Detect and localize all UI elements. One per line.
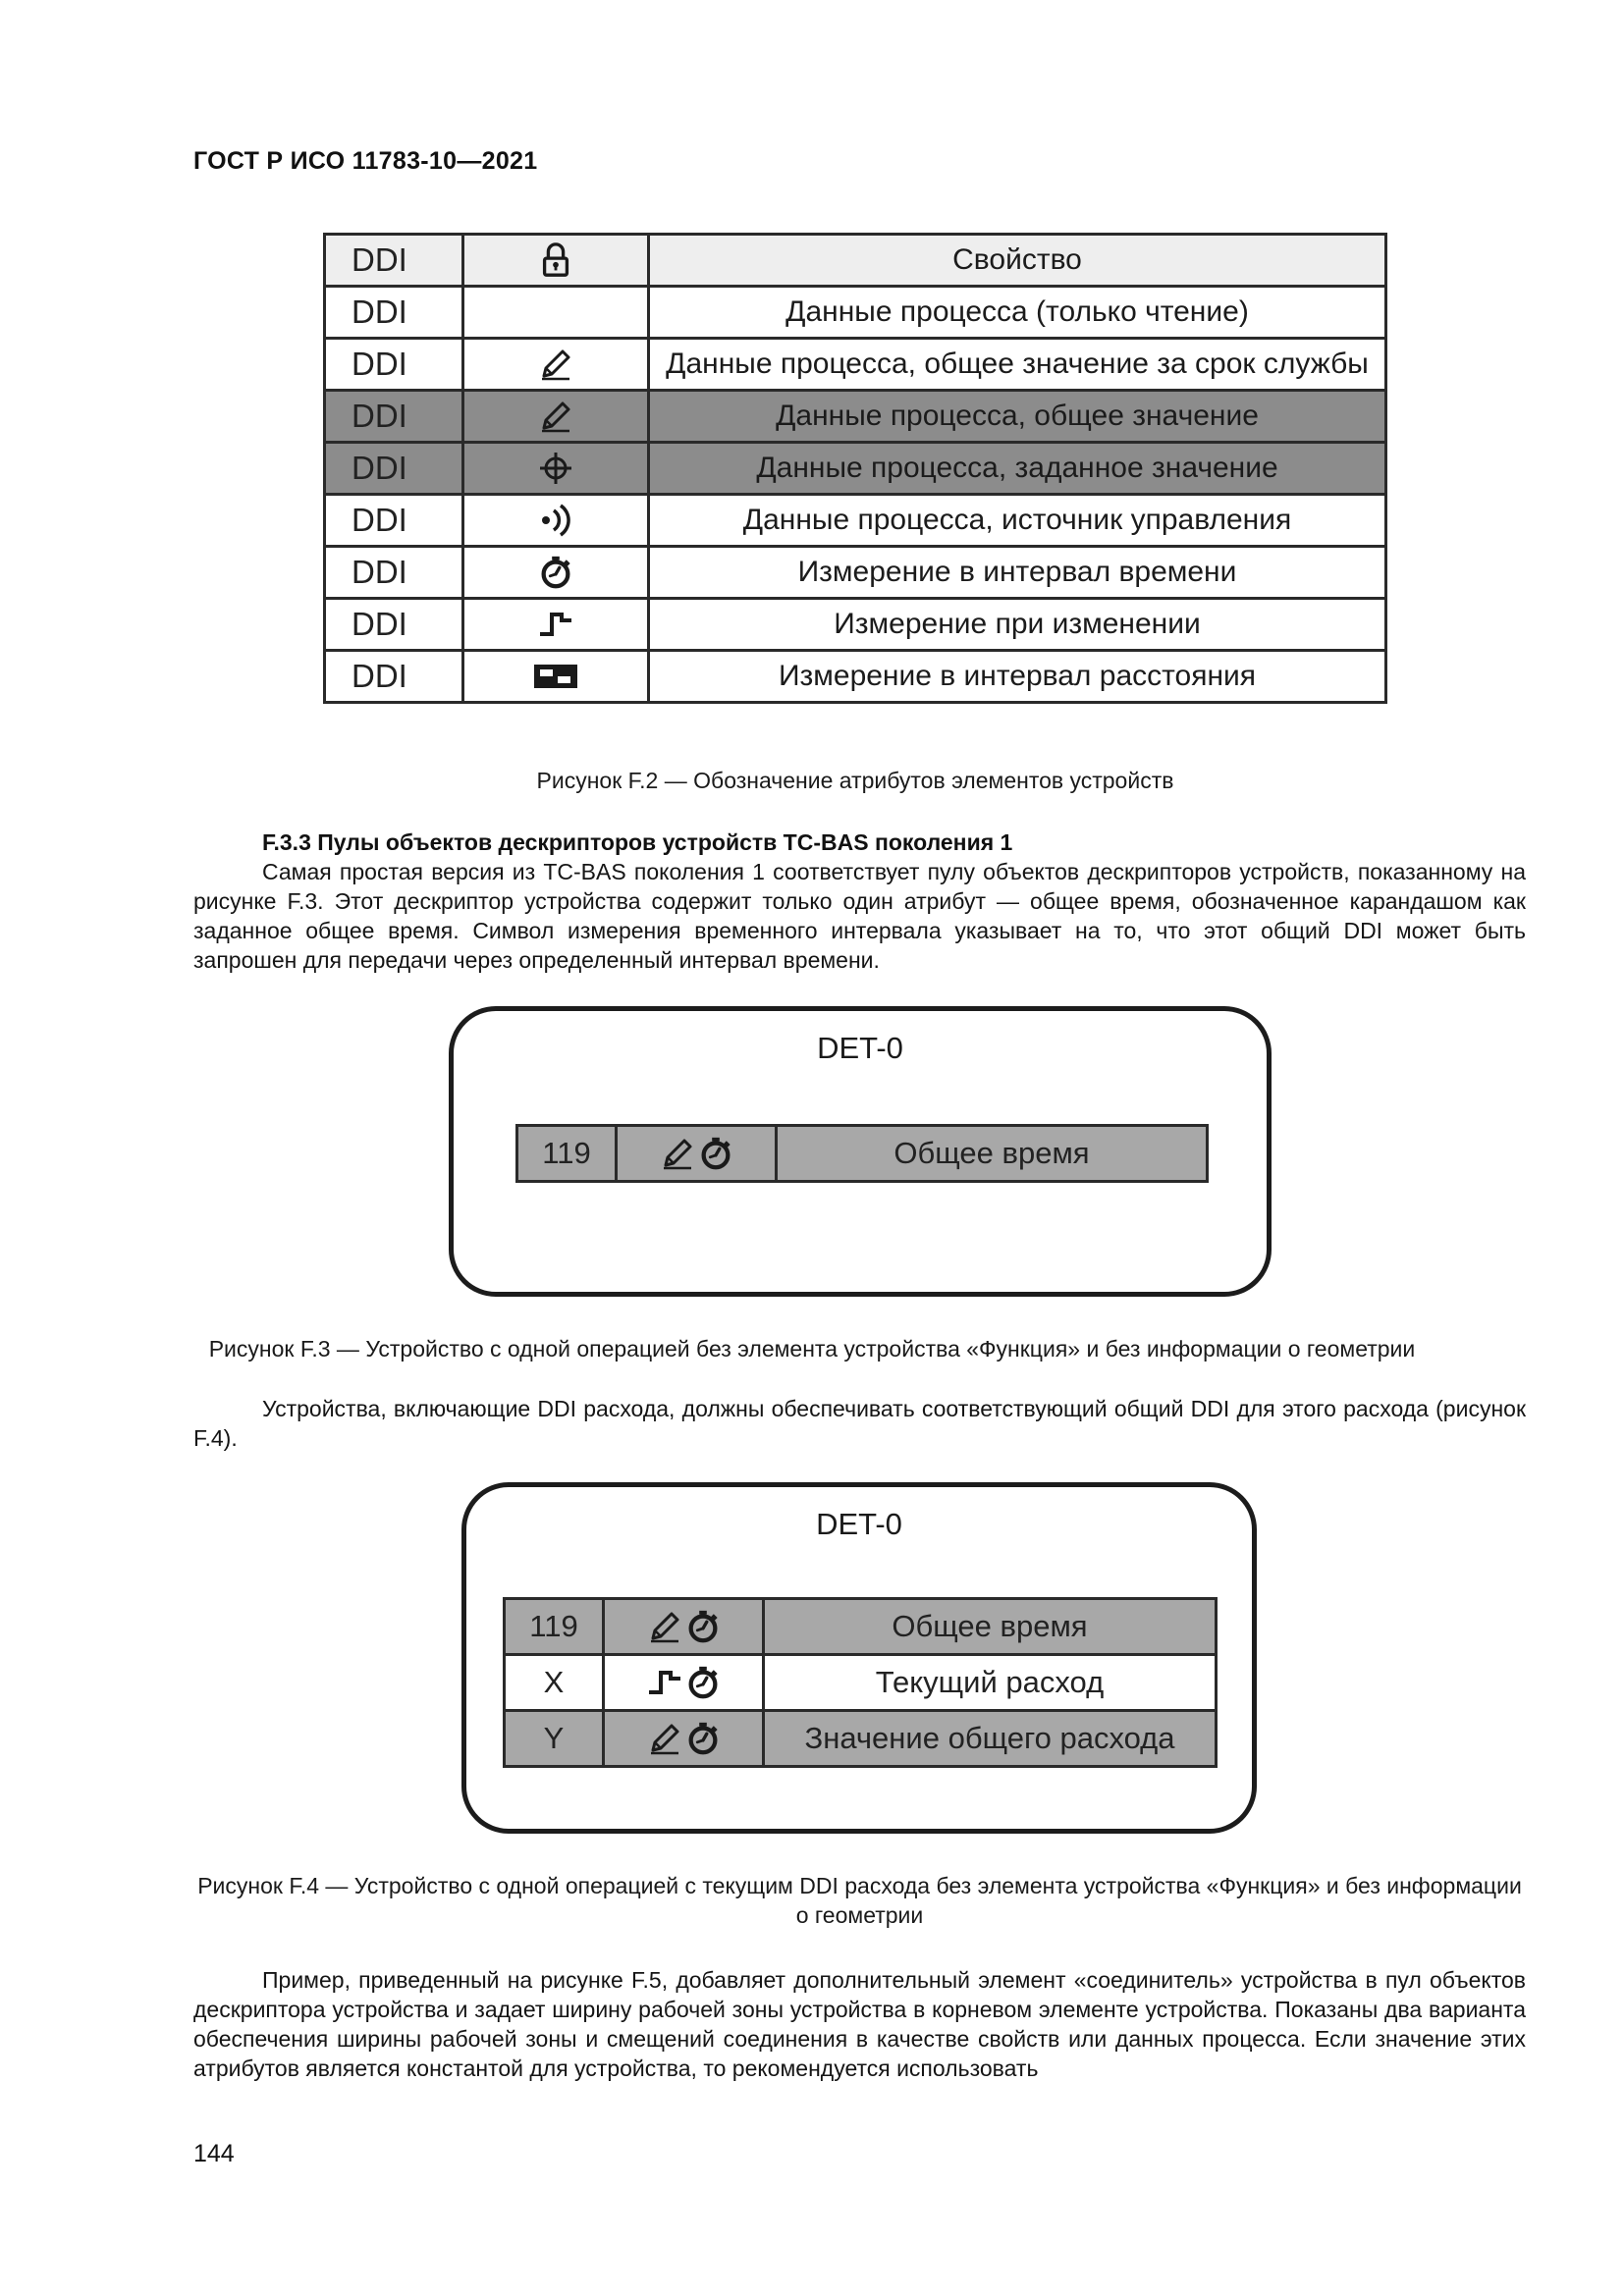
stopwatch-icon [537, 554, 574, 591]
det-ddi-number: 119 [505, 1599, 604, 1655]
legend-row [325, 495, 1386, 547]
legend-icon-cell [463, 391, 649, 443]
legend-icon-cell [463, 443, 649, 495]
det-frame-f3 [449, 1006, 1272, 1297]
legend-ddi: DDI [325, 495, 463, 547]
det-icon-cell [604, 1711, 764, 1767]
det-icon-cell [604, 1655, 764, 1711]
legend-icon-cell [463, 495, 649, 547]
det-label: Текущий расход [764, 1655, 1217, 1711]
pencil-icon [536, 397, 575, 436]
distance-flag-icon [532, 663, 579, 690]
legend-icon-cell [463, 235, 649, 287]
document-header: ГОСТ Р ИСО 11783-10—2021 [193, 147, 538, 175]
stopwatch-icon [684, 1608, 722, 1645]
det-title: DET-0 [817, 1031, 903, 1065]
legend-icon-cell [463, 287, 649, 339]
attribute-legend-table [323, 233, 1387, 704]
det-ddi-number: X [505, 1655, 604, 1711]
flow-paragraph [193, 1394, 1526, 1453]
legend-row [325, 391, 1386, 443]
det-table [503, 1597, 1218, 1768]
crosshair-icon [536, 449, 575, 488]
pencil-icon [645, 1719, 684, 1758]
legend-icon-cell [463, 651, 649, 703]
det-ddi-number: Y [505, 1711, 604, 1767]
section-heading: F.3.3 Пулы объектов дескрипторов устройств TC-BAS поколения 1 [262, 829, 1013, 855]
legend-label: Измерение в интервал времени [649, 547, 1386, 599]
det-label: Значение общего расхода [764, 1711, 1217, 1767]
legend-row [325, 287, 1386, 339]
det-icon-cell [617, 1126, 777, 1182]
legend-icon-cell [463, 547, 649, 599]
det-row [505, 1711, 1217, 1767]
lock-icon [537, 241, 574, 279]
signal-source-icon [536, 501, 575, 540]
step-change-icon [645, 1663, 684, 1702]
legend-row [325, 235, 1386, 287]
pencil-icon [536, 345, 575, 384]
det-table [515, 1124, 1209, 1183]
det-row [505, 1655, 1217, 1711]
det-row [517, 1126, 1208, 1182]
legend-ddi: DDI [325, 443, 463, 495]
legend-row [325, 547, 1386, 599]
legend-label: Измерение в интервал расстояния [649, 651, 1386, 703]
legend-ddi: DDI [325, 235, 463, 287]
legend-ddi: DDI [325, 651, 463, 703]
paragraph-text: Самая простая версия из TC-BAS поколения 1 соответствует пулу объектов дескрипторов устройств, показанному на рисунке F.3. Этот дескриптор устройства содержит только один атрибут — общее время, обозначенное карандашом как заданное общее время. Символ измерения временного интервала указывает на то, что этот общий DDI может быть запрошен для передачи через определенный интервал времени. [193, 859, 1526, 973]
det-title: DET-0 [816, 1507, 902, 1541]
stopwatch-icon [684, 1664, 722, 1701]
pencil-icon [645, 1607, 684, 1646]
f5-paragraph [193, 1965, 1526, 2083]
legend-label: Данные процесса, общее значение [649, 391, 1386, 443]
legend-icon-cell [463, 599, 649, 651]
det-ddi-number: 119 [517, 1126, 617, 1182]
legend-label: Данные процесса, общее значение за срок службы [649, 339, 1386, 391]
legend-ddi: DDI [325, 599, 463, 651]
det-label: Общее время [777, 1126, 1208, 1182]
paragraph-text: Устройства, включающие DDI расхода, должны обеспечивать соответствующий общий DDI для этого расхода (рисунок F.4). [193, 1396, 1526, 1451]
det-frame-f4 [461, 1482, 1257, 1834]
figure-f3-caption: Рисунок F.3 — Устройство с одной операцией без элемента устройства «Функция» и без информации о геометрии [208, 1336, 1416, 1362]
legend-row [325, 651, 1386, 703]
legend-label: Данные процесса (только чтение) [649, 287, 1386, 339]
section-paragraph [193, 857, 1526, 975]
paragraph-text: Пример, приведенный на рисунке F.5, добавляет дополнительный элемент «соединитель» устройства в пул объектов дескриптора устройства и задает ширину рабочей зоны устройства в корневом элементе устройства. Показаны два варианта обеспечения ширины рабочей зоны и смещений соединения в качестве свойств или данных процесса. Если значение этих атрибутов является константой для устройства, то рекомендуется использовать [193, 1967, 1526, 2081]
stopwatch-icon [697, 1135, 734, 1172]
legend-row [325, 443, 1386, 495]
det-row [505, 1599, 1217, 1655]
legend-label: Данные процесса, источник управления [649, 495, 1386, 547]
figure-f4-caption: Рисунок F.4 — Устройство с одной операцией с текущим DDI расхода без элемента устройства «Функция» и без информации о геометрии [197, 1873, 1522, 1928]
legend-row [325, 339, 1386, 391]
det-icon-cell [604, 1599, 764, 1655]
stopwatch-icon [684, 1720, 722, 1757]
legend-ddi: DDI [325, 391, 463, 443]
pencil-icon [658, 1134, 697, 1173]
legend-label: Данные процесса, заданное значение [649, 443, 1386, 495]
legend-ddi: DDI [325, 287, 463, 339]
legend-label: Свойство [649, 235, 1386, 287]
page-number: 144 [193, 2140, 235, 2167]
step-change-icon [536, 605, 575, 644]
det-label: Общее время [764, 1599, 1217, 1655]
legend-row [325, 599, 1386, 651]
figure-f2-caption: Рисунок F.2 — Обозначение атрибутов элементов устройств [536, 768, 1174, 793]
legend-icon-cell [463, 339, 649, 391]
legend-ddi: DDI [325, 547, 463, 599]
legend-ddi: DDI [325, 339, 463, 391]
legend-label: Измерение при изменении [649, 599, 1386, 651]
